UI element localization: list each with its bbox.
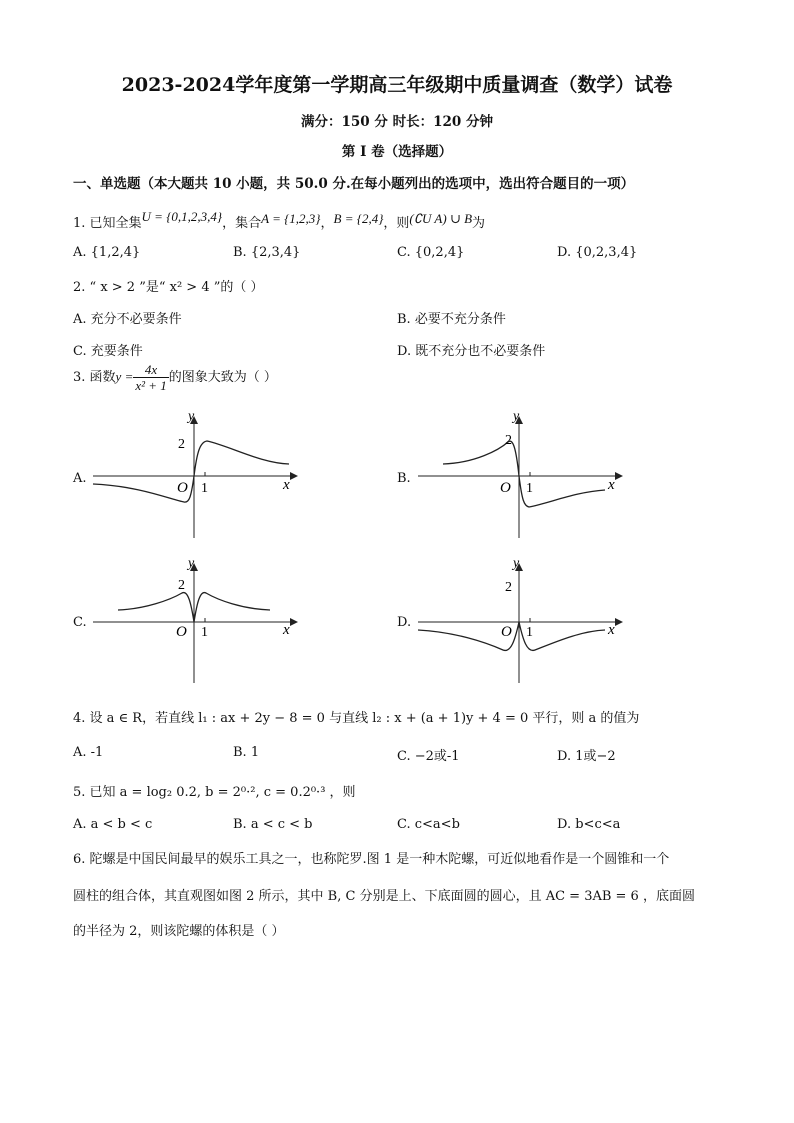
label-two: 2 — [505, 580, 512, 595]
question-6-line-2: 圆柱的组合体，其直观图如图 2 所示，其中 B, C 分别是上、下底面圆的圆心，且 AC = 3AB = 6 ，底面圆 — [73, 889, 695, 904]
x-label: x — [283, 477, 290, 493]
q1-sep: ， — [320, 216, 334, 231]
q2-option-d: D. 既不充分也不必要条件 — [397, 344, 546, 359]
y-label: y — [513, 409, 520, 424]
q1-suffix: 为 — [472, 216, 486, 231]
x-axis-arrow — [290, 472, 298, 480]
q3-prefix: 3. 函数 — [73, 370, 116, 385]
question-3-stem — [73, 362, 277, 393]
q1-expression: (∁U A) ∪ B — [409, 211, 473, 226]
label-two: 2 — [505, 433, 512, 448]
q3-graph-b — [415, 408, 630, 540]
q1-set-b: B = {2,4} — [333, 211, 384, 226]
q3-graph-a — [90, 408, 305, 540]
q3-numerator: 4x — [133, 362, 168, 378]
section-heading: 一、单选题（本大题共 10 小题，共 50.0 分.在每小题列出的选项中，选出符合题目的一项） — [73, 176, 635, 192]
label-two: 2 — [178, 437, 185, 452]
y-label: y — [188, 556, 195, 571]
label-one: 1 — [526, 481, 533, 496]
q1-option-b: B. {2,3,4} — [233, 245, 301, 260]
q3-y-eq: y = — [115, 369, 134, 384]
q1-option-d: D. {0,2,3,4} — [557, 245, 638, 260]
question-6-line-1: 6. 陀螺是中国民间最早的娱乐工具之一，也称陀罗.图 1 是一种木陀螺，可近似地看作是一个圆锥和一个 — [73, 852, 670, 867]
origin-label: O — [177, 480, 188, 496]
q5-option-b: B. a < c < b — [233, 817, 313, 832]
q5-option-a: A. a < b < c — [73, 817, 153, 832]
question-6-line-3: 的半径为 2，则该陀螺的体积是（ ） — [73, 924, 285, 939]
q4-option-c: C. −2或-1 — [397, 749, 460, 764]
q4-option-d: D. 1或−2 — [557, 749, 616, 764]
q3-graph-c — [90, 555, 305, 685]
x-label: x — [283, 622, 290, 638]
y-label: y — [188, 409, 195, 424]
q2-option-b: B. 必要不充分条件 — [397, 312, 506, 327]
q1-mid1: ，集合 — [222, 216, 262, 231]
q3-suffix: 的图象大致为（ ） — [168, 370, 277, 385]
label-one: 1 — [201, 481, 208, 496]
q3-option-a-label: A. — [73, 471, 87, 486]
q5-option-c: C. c<a<b — [397, 817, 460, 832]
function-curve — [93, 441, 289, 502]
question-4-stem: 4. 设 a ∈ R，若直线 l₁ : ax + 2y − 8 = 0 与直线 l₂ : x + (a + 1)y + 4 = 0 平行，则 a 的值为 — [73, 711, 640, 726]
x-axis-arrow — [615, 618, 623, 626]
q4-option-a: A. -1 — [73, 745, 104, 760]
q1-prefix: 1. 已知全集 — [73, 216, 142, 231]
label-one: 1 — [526, 625, 533, 640]
q3-option-b-label: B. — [397, 471, 411, 486]
q2-option-c: C. 充要条件 — [73, 344, 143, 359]
q3-fraction — [133, 362, 168, 393]
exam-title: 2023-2024学年度第一学期高三年级期中质量调查（数学）试卷 — [121, 74, 673, 96]
score-time-line: 满分：150 分 时长：120 分钟 — [301, 114, 493, 130]
label-two: 2 — [178, 578, 185, 593]
y-label: y — [513, 556, 520, 571]
question-2-stem: 2. “ x > 2 ”是“ x² > 4 ”的（ ） — [73, 280, 264, 295]
q1-option-a: A. {1,2,4} — [73, 245, 141, 260]
origin-label: O — [501, 624, 512, 640]
question-1-stem — [73, 209, 486, 231]
q1-set-a: A = {1,2,3} — [261, 211, 321, 226]
x-label: x — [608, 622, 615, 638]
label-one: 1 — [201, 625, 208, 640]
q3-graph-d — [415, 555, 630, 685]
q2-option-a: A. 充分不必要条件 — [73, 312, 182, 327]
question-5-stem: 5. 已知 a = log₂ 0.2, b = 2⁰·², c = 0.2⁰·³ ，则 — [73, 785, 356, 800]
origin-label: O — [176, 624, 187, 640]
q1-mid2: ，则 — [383, 216, 410, 231]
q4-option-b: B. 1 — [233, 745, 260, 760]
origin-label: O — [500, 480, 511, 496]
x-axis-arrow — [615, 472, 623, 480]
q1-universe-set: U = {0,1,2,3,4} — [141, 209, 223, 224]
q3-option-c-label: C. — [73, 615, 87, 630]
x-axis-arrow — [290, 618, 298, 626]
volume-title: 第 I 卷（选择题） — [341, 144, 453, 160]
x-label: x — [608, 477, 615, 493]
q5-option-d: D. b<c<a — [557, 817, 621, 832]
q1-option-c: C. {0,2,4} — [397, 245, 465, 260]
q3-option-d-label: D. — [397, 615, 412, 630]
function-curve — [443, 441, 605, 507]
q3-denominator: x² + 1 — [135, 378, 167, 393]
